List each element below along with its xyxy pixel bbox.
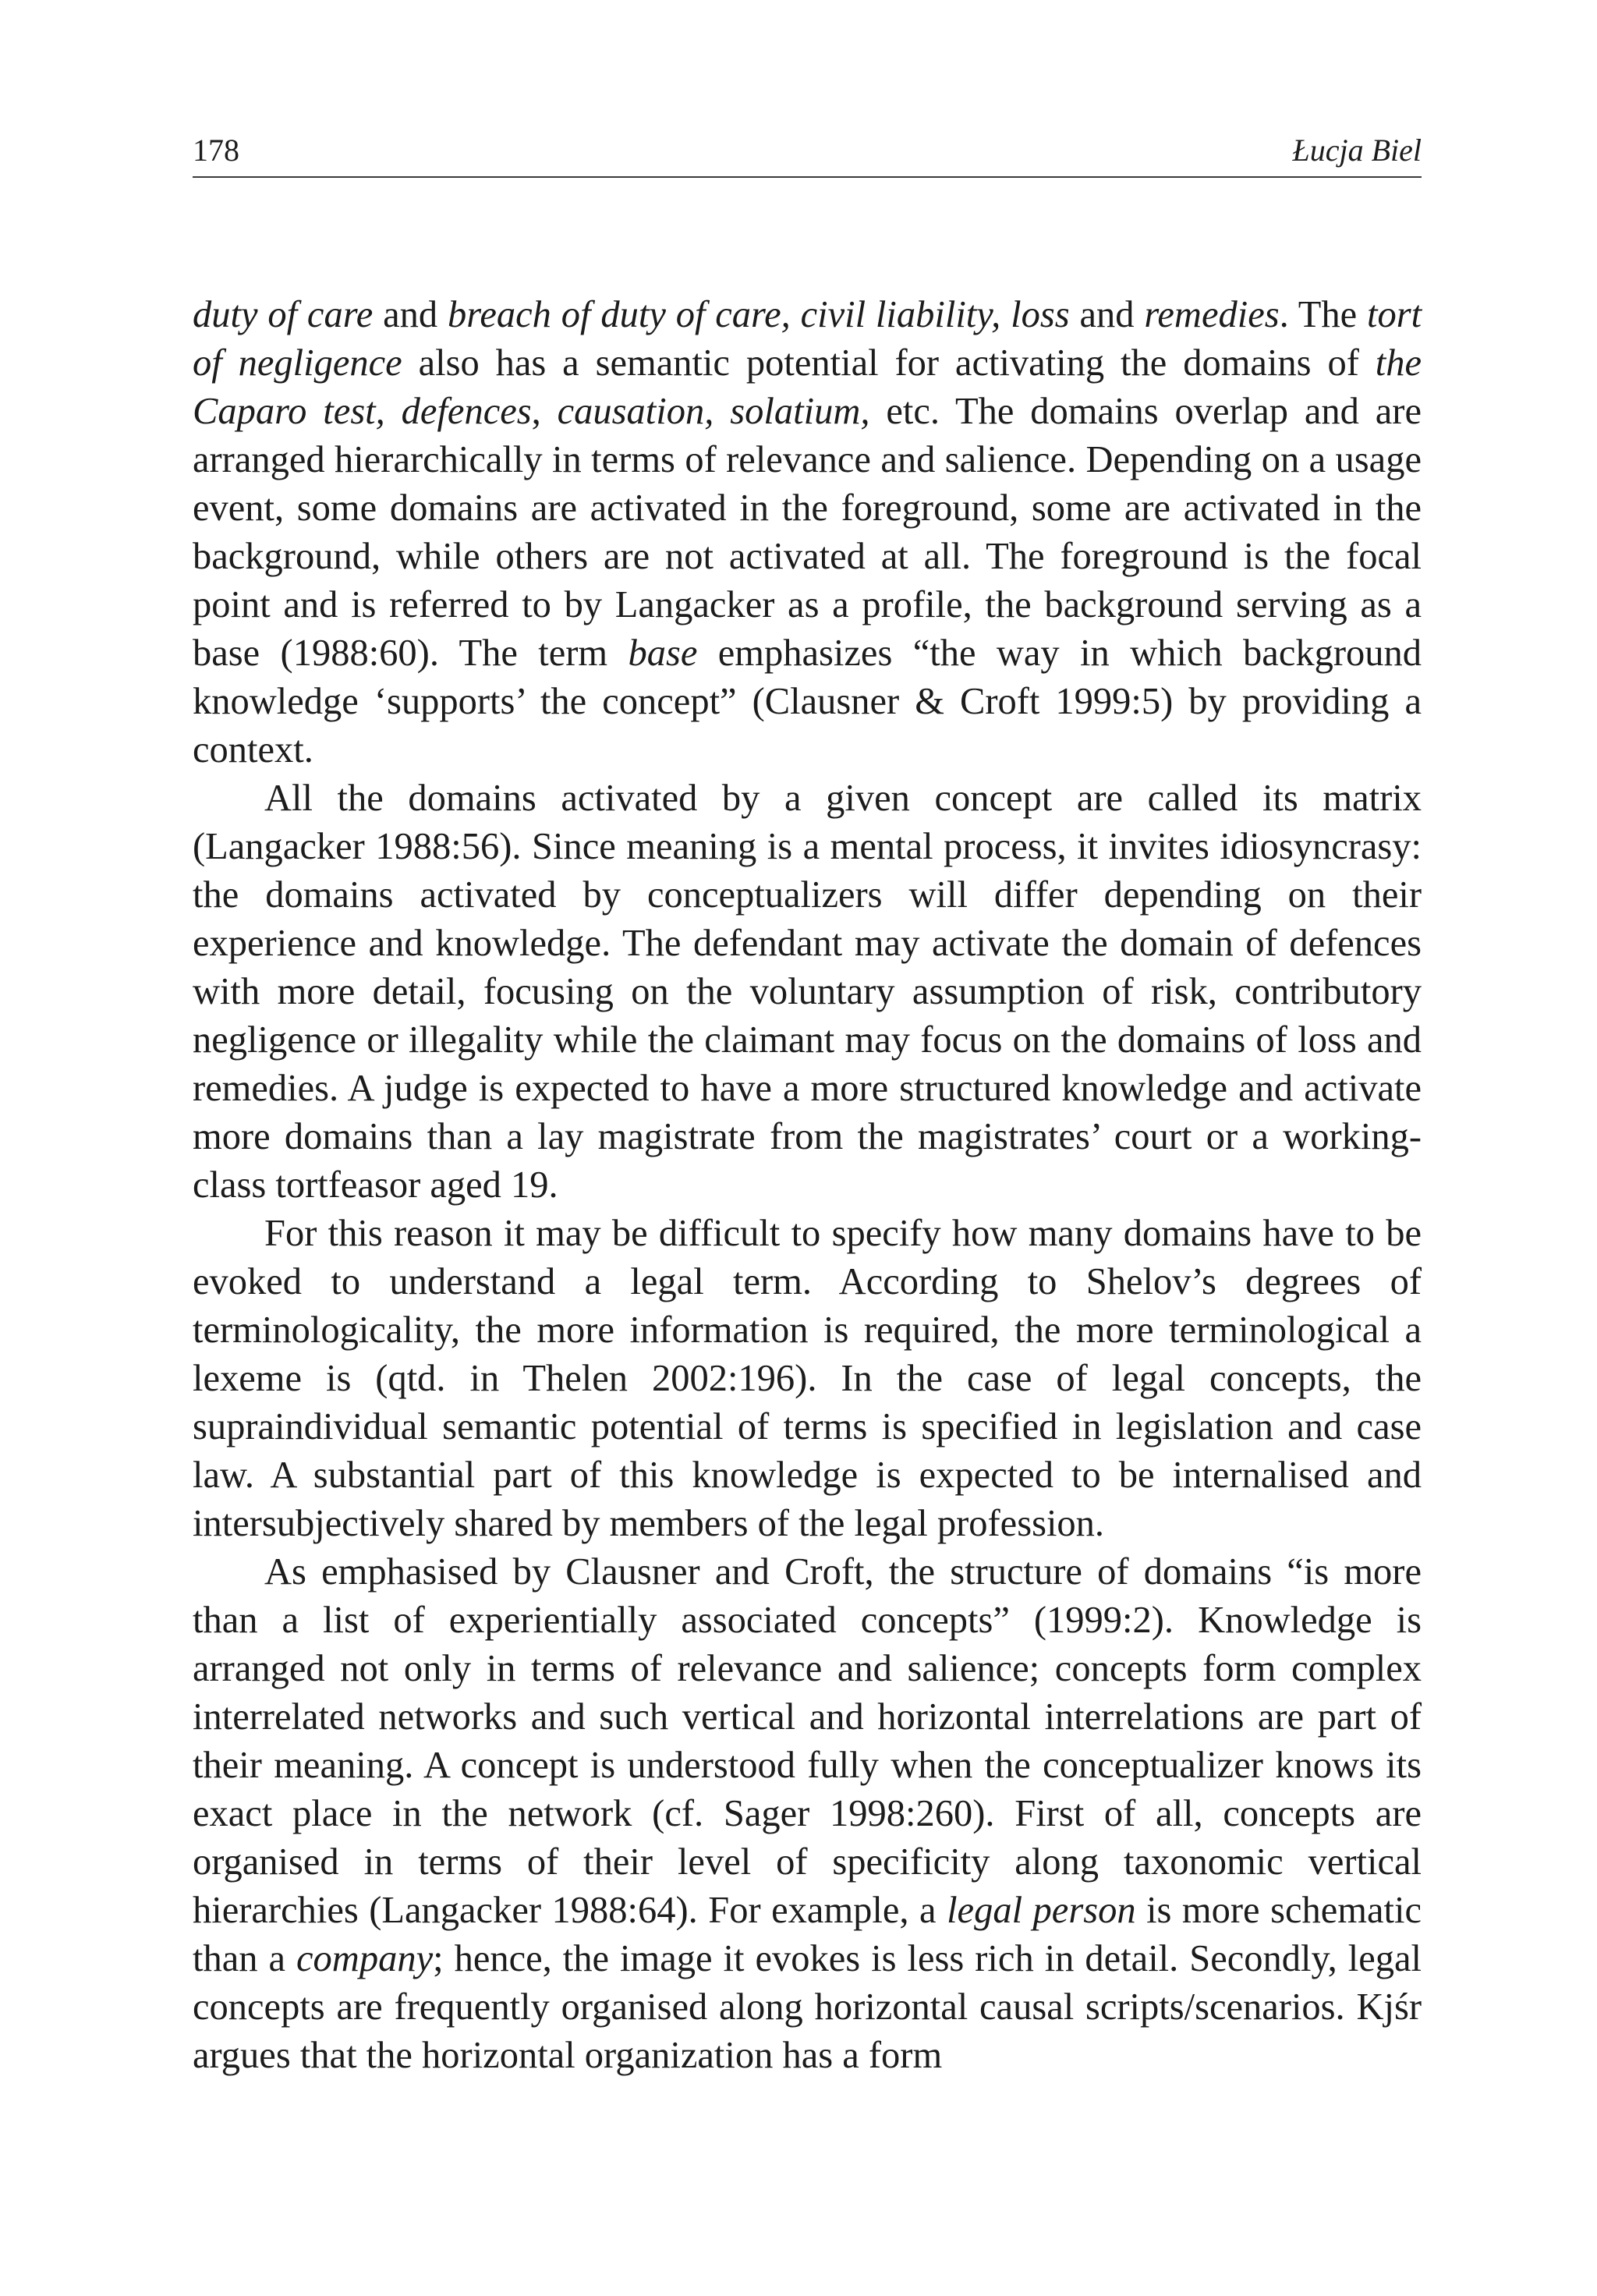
- term-company: company: [296, 1938, 434, 1979]
- term-duty-of-care: duty of care: [193, 294, 374, 335]
- term-tort-of-negligence: tort of negligence: [193, 294, 1422, 384]
- term-breach-list: breach of duty of care, civil liability, loss: [448, 294, 1070, 335]
- paragraph-2: All the domains activated by a given concept are called its matrix (Langacker 1988:56). Since meaning is a mental process, it invites idiosyncrasy: the domains activated by conceptualizers will differ depending on their experience and knowledge. The defendant may activate the domain of defences with more detail, focusing on the voluntary assumption of risk, contributory negligence or illegality while the claimant may focus on the domains of loss and remedies. A judge is expected to have a more structured knowledge and activate more domains than a lay magistrate from the magistrates’ court or a working-class tortfeasor aged 19.: [193, 778, 1422, 1206]
- body-text: [193, 291, 1422, 2080]
- term-legal-person: legal person: [947, 1890, 1136, 1931]
- term-base: base: [628, 632, 698, 674]
- paragraph-3: For this reason it may be difficult to specify how many domains have to be evoked to understand a legal term. According to Shelov’s degrees of terminologicality, the more information is required, the more terminological a lexeme is (qtd. in Thelen 2002:196). In the case of legal concepts, the supraindividual semantic potential of terms is specified in legislation and case law. A substantial part of this knowledge is expected to be internalised and intersubjectively shared by members of the legal profession.: [193, 1213, 1422, 1544]
- term-caparo-defences: the Caparo test, defences: [193, 342, 1422, 432]
- author-name: Łucja Biel: [1292, 132, 1422, 168]
- page-number: 178: [193, 132, 239, 168]
- paragraph-4: As emphasised by Clausner and Croft, the structure of domains “is more than a list of experientially associated concepts” (1999:2). Knowledge is arranged not only in terms of relevance and salience; concepts form complex interrelated networks and such vertical and horizontal interrelations are part of their meaning. A concept is understood fully when the conceptualizer knows its exact place in the network (cf. Sager 1998:260). First of all, concepts are organised in terms of their level of specificity along taxonomic vertical hierarchies (Langacker 1988:64). For example, a legal person is more schematic than a company; hence, the image it evokes is less rich in detail. Secondly, legal concepts are frequently organised along horizontal causal scripts/scenarios. Kjśr argues that the horizontal organization has a form: [193, 1551, 1422, 2076]
- paragraph-1: duty of care and breach of duty of care, civil liability, loss and remedies. The tort of negligence also has a semantic potential for activating the domains of the Caparo test, defences, causation, solatium, etc. The domains overlap and are arranged hierarchically in terms of relevance and salience. Depending on a usage event, some domains are activated in the foreground, some are activated in the background, while others are not activated at all. The foreground is the focal point and is referred to by Langacker as a profile, the background serving as a base (1988:60). The term base emphasizes “the way in which background knowledge ‘supports’ the concept” (Clausner & Croft 1999:5) by providing a context.: [193, 294, 1422, 771]
- running-header: [193, 123, 1422, 178]
- term-remedies: remedies: [1144, 294, 1280, 335]
- term-causation-solatium: causation, solatium,: [557, 391, 870, 432]
